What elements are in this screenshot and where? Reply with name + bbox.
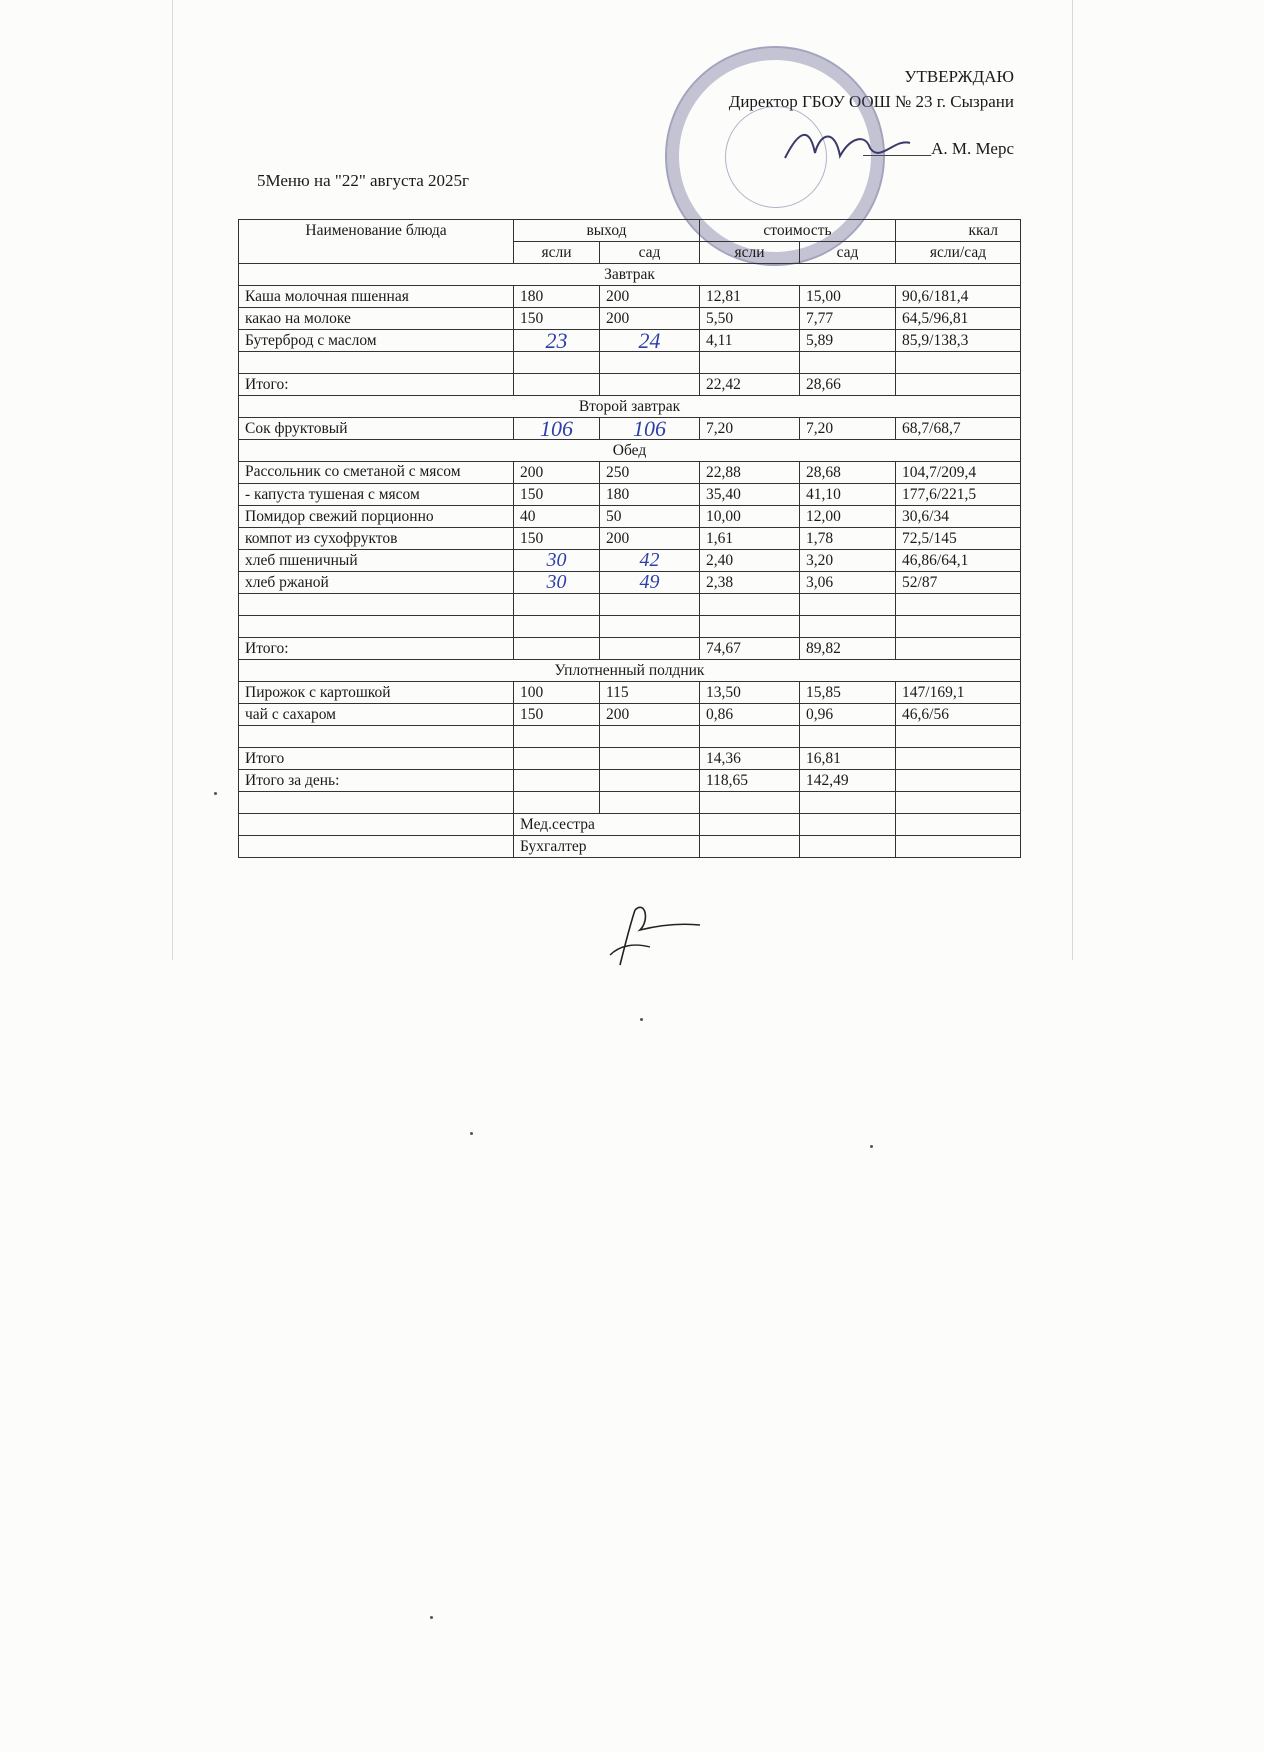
table-header-row bbox=[239, 220, 1021, 242]
day-total-row bbox=[239, 770, 1021, 792]
output-garden: 200 bbox=[600, 286, 700, 308]
output-garden: 180 bbox=[600, 484, 700, 506]
empty-row bbox=[239, 726, 1021, 748]
cost-garden: 0,96 bbox=[800, 704, 896, 726]
output-garden: 250 bbox=[600, 462, 700, 484]
output-nursery: 40 bbox=[514, 506, 600, 528]
scan-speck bbox=[870, 1145, 873, 1148]
cost-nursery: 0,86 bbox=[700, 704, 800, 726]
output-nursery: 23 bbox=[514, 330, 600, 352]
cost-garden: 7,77 bbox=[800, 308, 896, 330]
output-nursery: 100 bbox=[514, 682, 600, 704]
day-total-cost-garden: 142,49 bbox=[800, 770, 896, 792]
header-output-nursery: ясли bbox=[514, 242, 600, 264]
kcal: 46,6/56 bbox=[896, 704, 1021, 726]
total-cost-nursery: 22,42 bbox=[700, 374, 800, 396]
header-cost: стоимость bbox=[700, 220, 896, 242]
header-dish: Наименование блюда bbox=[239, 220, 514, 264]
output-garden: 49 bbox=[600, 572, 700, 594]
cost-garden: 15,00 bbox=[800, 286, 896, 308]
dish-name: Помидор свежий порционно bbox=[239, 506, 514, 528]
scan-speck bbox=[430, 1616, 433, 1619]
header-kcal-nursery-garden: ясли/сад bbox=[896, 242, 1021, 264]
total-cost-nursery: 14,36 bbox=[700, 748, 800, 770]
accountant-label: Бухгалтер bbox=[514, 836, 700, 858]
section-row bbox=[239, 396, 1021, 418]
cost-nursery: 1,61 bbox=[700, 528, 800, 550]
output-nursery: 150 bbox=[514, 308, 600, 330]
total-row bbox=[239, 374, 1021, 396]
total-label: Итого: bbox=[239, 638, 514, 660]
total-cost-garden: 28,66 bbox=[800, 374, 896, 396]
table-row bbox=[239, 550, 1021, 572]
total-cost-garden: 16,81 bbox=[800, 748, 896, 770]
kcal: 30,6/34 bbox=[896, 506, 1021, 528]
cost-nursery: 35,40 bbox=[700, 484, 800, 506]
cost-nursery: 5,50 bbox=[700, 308, 800, 330]
output-nursery: 200 bbox=[514, 462, 600, 484]
section-row bbox=[239, 440, 1021, 462]
total-cost-nursery: 74,67 bbox=[700, 638, 800, 660]
cost-nursery: 12,81 bbox=[700, 286, 800, 308]
kcal: 72,5/145 bbox=[896, 528, 1021, 550]
kcal: 64,5/96,81 bbox=[896, 308, 1021, 330]
cost-garden: 41,10 bbox=[800, 484, 896, 506]
section-row bbox=[239, 264, 1021, 286]
day-total-label: Итого за день: bbox=[239, 770, 514, 792]
table-row bbox=[239, 484, 1021, 506]
cost-nursery: 2,40 bbox=[700, 550, 800, 572]
output-garden: 200 bbox=[600, 704, 700, 726]
output-garden: 200 bbox=[600, 528, 700, 550]
nurse-row bbox=[239, 814, 1021, 836]
table-row bbox=[239, 286, 1021, 308]
output-nursery: 150 bbox=[514, 528, 600, 550]
table-row bbox=[239, 528, 1021, 550]
kcal: 68,7/68,7 bbox=[896, 418, 1021, 440]
cost-garden: 5,89 bbox=[800, 330, 896, 352]
output-garden: 24 bbox=[600, 330, 700, 352]
header-cost-nursery: ясли bbox=[700, 242, 800, 264]
dish-name: Пирожок с картошкой bbox=[239, 682, 514, 704]
nurse-signature bbox=[590, 885, 710, 975]
empty-row bbox=[239, 594, 1021, 616]
output-nursery: 106 bbox=[514, 418, 600, 440]
total-label: Итого bbox=[239, 748, 514, 770]
cost-garden: 28,68 bbox=[800, 462, 896, 484]
approval-block bbox=[729, 64, 1014, 161]
section-second-breakfast: Второй завтрак bbox=[239, 396, 1021, 418]
approval-title: УТВЕРЖДАЮ bbox=[904, 67, 1014, 86]
kcal: 52/87 bbox=[896, 572, 1021, 594]
accountant-row bbox=[239, 836, 1021, 858]
dish-name: - капуста тушеная с мясом bbox=[239, 484, 514, 506]
cost-garden: 1,78 bbox=[800, 528, 896, 550]
scan-speck bbox=[640, 1018, 643, 1021]
output-garden: 200 bbox=[600, 308, 700, 330]
scan-speck bbox=[214, 792, 217, 795]
cost-nursery: 7,20 bbox=[700, 418, 800, 440]
table-row bbox=[239, 418, 1021, 440]
total-row bbox=[239, 638, 1021, 660]
output-nursery: 30 bbox=[514, 550, 600, 572]
menu-table bbox=[238, 219, 1021, 858]
table-row bbox=[239, 572, 1021, 594]
empty-row bbox=[239, 616, 1021, 638]
scan-edge-line bbox=[172, 0, 173, 960]
output-garden: 106 bbox=[600, 418, 700, 440]
kcal: 177,6/221,5 bbox=[896, 484, 1021, 506]
cost-nursery: 13,50 bbox=[700, 682, 800, 704]
nurse-label: Мед.сестра bbox=[514, 814, 700, 836]
total-cost-garden: 89,82 bbox=[800, 638, 896, 660]
section-snack: Уплотненный полдник bbox=[239, 660, 1021, 682]
scan-edge-line bbox=[1072, 0, 1073, 960]
cost-garden: 12,00 bbox=[800, 506, 896, 528]
approval-name: ________А. М. Мерс bbox=[863, 139, 1014, 158]
output-garden: 115 bbox=[600, 682, 700, 704]
day-total-cost-nursery: 118,65 bbox=[700, 770, 800, 792]
table-row bbox=[239, 506, 1021, 528]
cost-nursery: 4,11 bbox=[700, 330, 800, 352]
dish-name: Рассольник со сметаной с мясом bbox=[239, 462, 514, 484]
header-cost-garden: сад bbox=[800, 242, 896, 264]
section-lunch: Обед bbox=[239, 440, 1021, 462]
kcal: 85,9/138,3 bbox=[896, 330, 1021, 352]
kcal: 147/169,1 bbox=[896, 682, 1021, 704]
output-nursery: 150 bbox=[514, 704, 600, 726]
dish-name: компот из сухофруктов bbox=[239, 528, 514, 550]
dish-name: хлеб ржаной bbox=[239, 572, 514, 594]
cost-garden: 3,06 bbox=[800, 572, 896, 594]
total-row bbox=[239, 748, 1021, 770]
output-nursery: 30 bbox=[514, 572, 600, 594]
output-nursery: 180 bbox=[514, 286, 600, 308]
dish-name: Бутерброд с маслом bbox=[239, 330, 514, 352]
cost-nursery: 10,00 bbox=[700, 506, 800, 528]
kcal: 104,7/209,4 bbox=[896, 462, 1021, 484]
header-kcal: ккал bbox=[896, 220, 1021, 242]
empty-row bbox=[239, 352, 1021, 374]
cost-nursery: 22,88 bbox=[700, 462, 800, 484]
cost-garden: 3,20 bbox=[800, 550, 896, 572]
menu-title: 5Меню на "22" августа 2025г bbox=[257, 171, 470, 190]
dish-name: хлеб пшеничный bbox=[239, 550, 514, 572]
cost-nursery: 2,38 bbox=[700, 572, 800, 594]
table-row bbox=[239, 462, 1021, 484]
header-output-garden: сад bbox=[600, 242, 700, 264]
table-row bbox=[239, 704, 1021, 726]
scan-speck bbox=[470, 1132, 473, 1135]
output-garden: 50 bbox=[600, 506, 700, 528]
header-output: выход bbox=[514, 220, 700, 242]
dish-name: чай с сахаром bbox=[239, 704, 514, 726]
output-nursery: 150 bbox=[514, 484, 600, 506]
approval-position: Директор ГБОУ ООШ № 23 г. Сызрани bbox=[728, 92, 1014, 111]
output-garden: 42 bbox=[600, 550, 700, 572]
cost-garden: 7,20 bbox=[800, 418, 896, 440]
kcal: 90,6/181,4 bbox=[896, 286, 1021, 308]
total-label: Итого: bbox=[239, 374, 514, 396]
kcal: 46,86/64,1 bbox=[896, 550, 1021, 572]
cost-garden: 15,85 bbox=[800, 682, 896, 704]
table-row bbox=[239, 682, 1021, 704]
table-row bbox=[239, 308, 1021, 330]
dish-name: Сок фруктовый bbox=[239, 418, 514, 440]
section-row bbox=[239, 660, 1021, 682]
dish-name: Каша молочная пшенная bbox=[239, 286, 514, 308]
dish-name: какао на молоке bbox=[239, 308, 514, 330]
section-breakfast: Завтрак bbox=[239, 264, 1021, 286]
empty-row bbox=[239, 792, 1021, 814]
table-row bbox=[239, 330, 1021, 352]
